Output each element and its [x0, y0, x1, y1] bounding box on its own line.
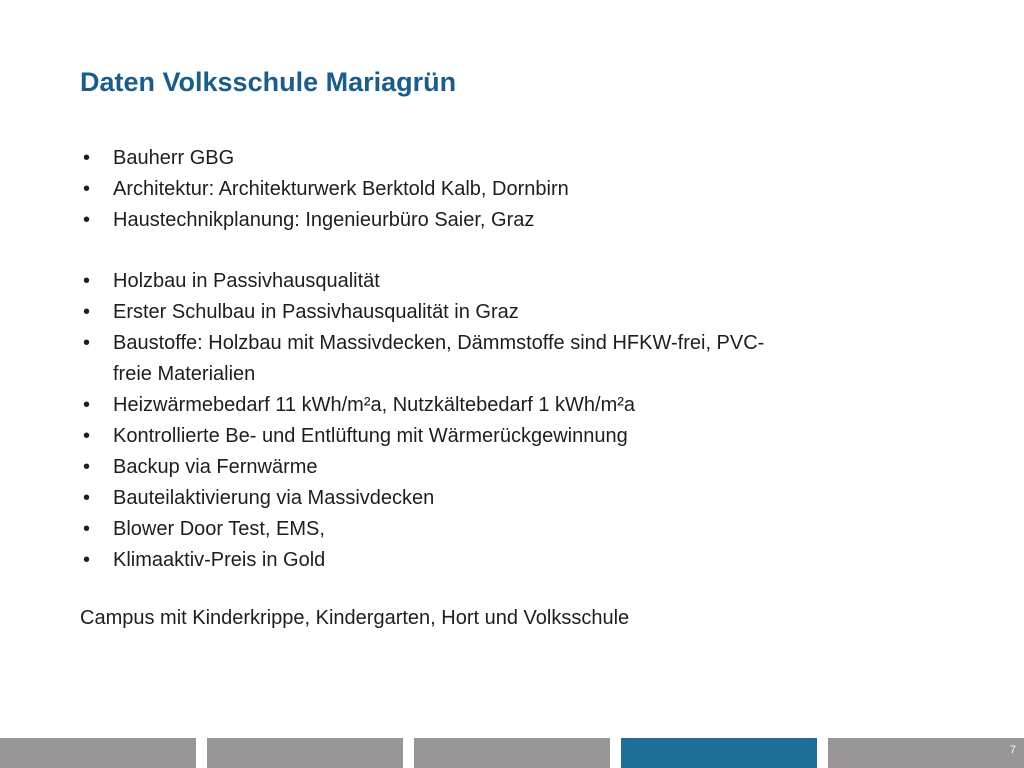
bullet-glyph: • [83, 147, 91, 169]
bullet-text-heizwaerme: Heizwärmebedarf 11 kWh/m²a, Nutzkältebedarf 1 kWh/m²a [113, 394, 636, 416]
bullet-glyph: • [83, 270, 91, 292]
bullet-glyph: • [83, 425, 91, 447]
bullet-glyph: • [83, 394, 91, 416]
slide-title: Daten Volksschule Mariagrün [80, 67, 457, 97]
bullet-text-holzbau: Holzbau in Passivhausqualität [113, 270, 380, 292]
bullet-text-haustechnik: Haustechnikplanung: Ingenieurbüro Saier, Graz [113, 209, 535, 231]
bullet-glyph: • [83, 518, 91, 540]
bullet-text-lueftung: Kontrollierte Be- und Entlüftung mit Wärmerückgewinnung [113, 425, 628, 447]
bullet-text-backup: Backup via Fernwärme [113, 456, 318, 478]
bullet-text-bauherr: Bauherr GBG [113, 147, 235, 169]
bullet-text-erster-schulbau: Erster Schulbau in Passivhausqualität in Graz [113, 301, 519, 323]
footer-segment-5 [828, 738, 1024, 768]
bullet-text-bauteilaktivierung: Bauteilaktivierung via Massivdecken [113, 487, 435, 509]
bullet-text-baustoffe-cont: freie Materialien [113, 363, 256, 385]
bullet-glyph: • [83, 456, 91, 478]
bullet-glyph: • [83, 209, 91, 231]
bullet-glyph: • [83, 332, 91, 354]
footer-segment-3 [414, 738, 610, 768]
bullet-text-klimaaktiv: Klimaaktiv-Preis in Gold [113, 549, 326, 571]
footer-segment-2 [207, 738, 403, 768]
page-number: 7 [1009, 744, 1016, 756]
bullet-glyph: • [83, 301, 91, 323]
closing-text: Campus mit Kinderkrippe, Kindergarten, Hort und Volksschule [80, 607, 630, 629]
bullet-text-architektur: Architektur: Architekturwerk Berktold Kalb, Dornbirn [113, 178, 569, 200]
footer-bar [0, 738, 1024, 768]
bullet-text-baustoffe: Baustoffe: Holzbau mit Massivdecken, Dämmstoffe sind HFKW-frei, PVC- [113, 332, 765, 354]
footer-segment-4-active [621, 738, 817, 768]
footer-segment-1 [0, 738, 196, 768]
bullet-text-blower-door: Blower Door Test, EMS, [113, 518, 325, 540]
bullet-glyph: • [83, 549, 91, 571]
bullet-glyph: • [83, 487, 91, 509]
bullet-glyph: • [83, 178, 91, 200]
